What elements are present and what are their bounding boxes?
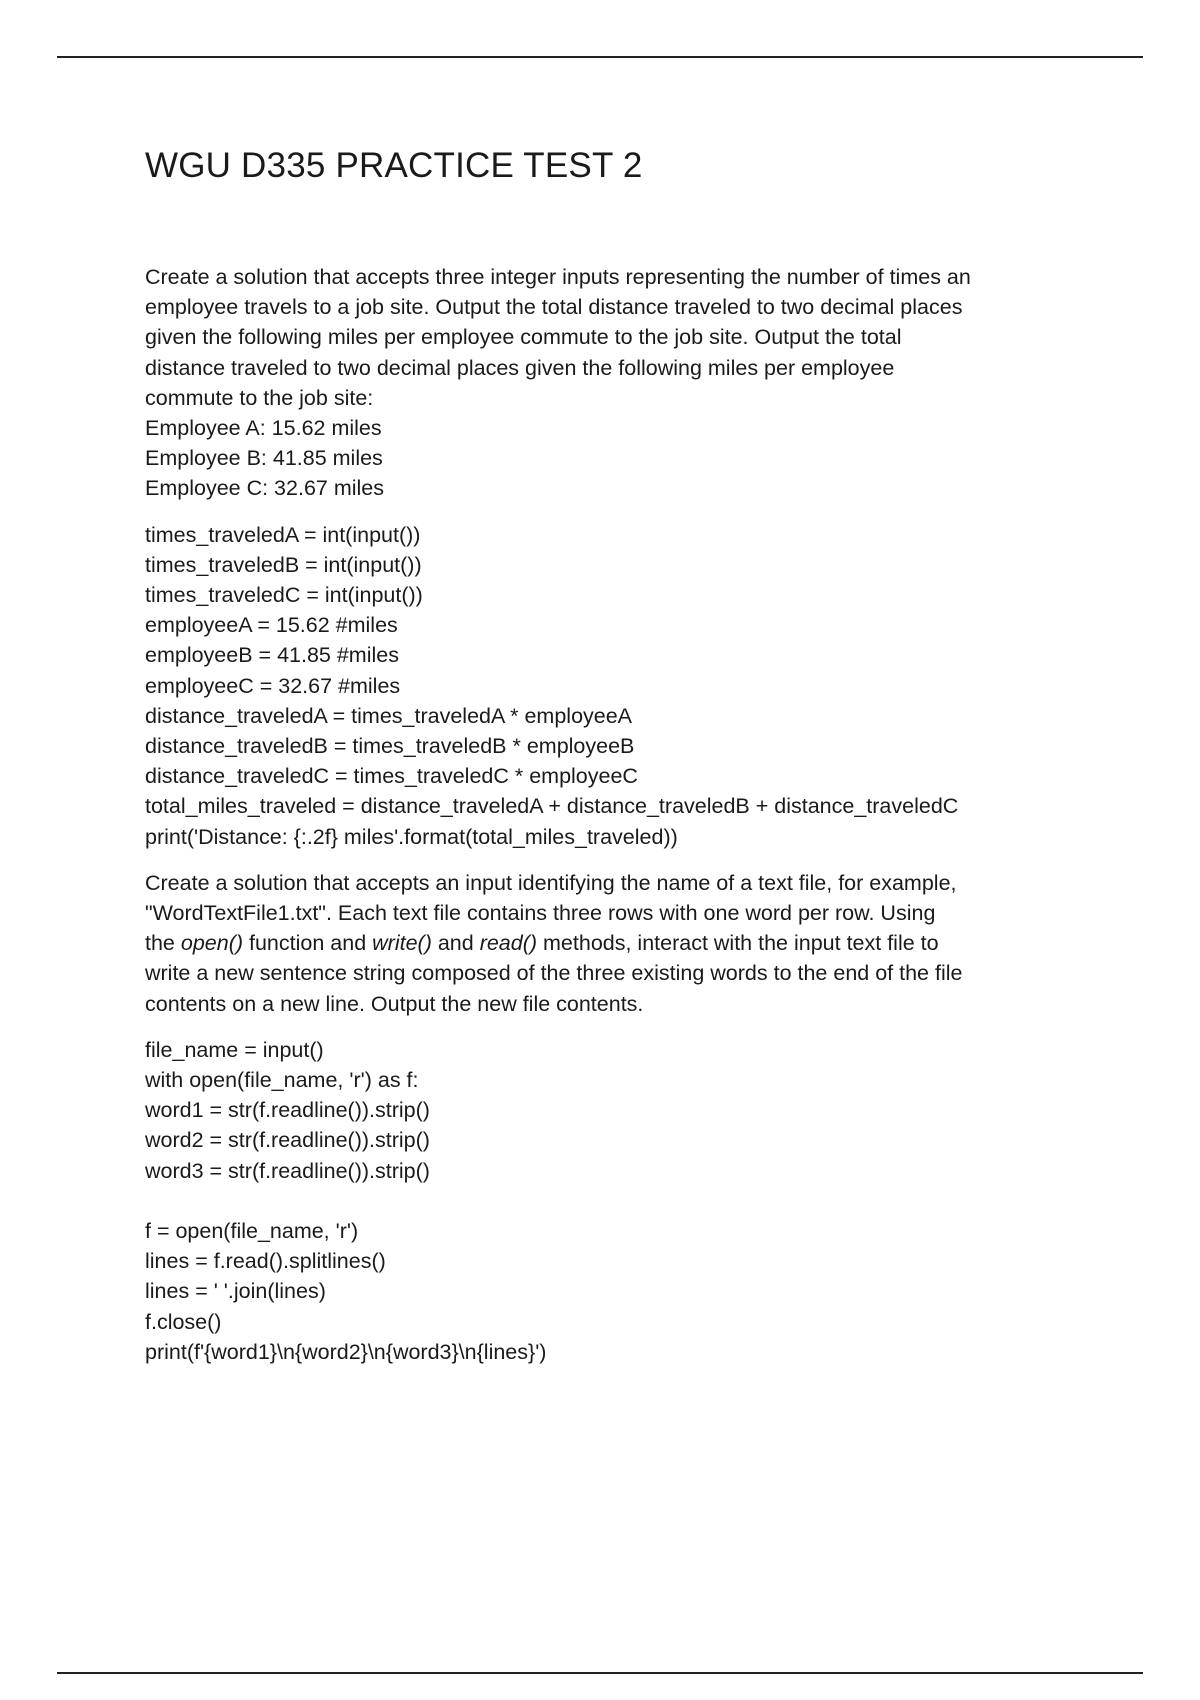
code-line: f.close() (145, 1309, 222, 1334)
code-line: times_traveledA = int(input()) (145, 522, 421, 547)
code-line: file_name = input() (145, 1037, 324, 1062)
code-line: print('Distance: {:.2f} miles'.format(total_miles_traveled)) (145, 824, 678, 849)
code-line: word2 = str(f.readline()).strip() (145, 1128, 430, 1153)
prompt-text: methods, interact with the input text file to (537, 931, 939, 956)
prompt-line: commute to the job site: (145, 385, 374, 410)
prompt-line: "WordTextFile1.txt". Each text file contains three rows with one word per row. Using (145, 901, 936, 926)
code-line: employeeA = 15.62 #miles (145, 613, 398, 638)
code-line: employeeB = 41.85 #miles (145, 643, 399, 668)
question-1-prompt (145, 262, 1085, 413)
code-line: distance_traveledA = times_traveledA * employeeA (145, 703, 633, 728)
prompt-line: contents on a new line. Output the new file contents. (145, 991, 644, 1016)
employee-item: Employee A: 15.62 miles (145, 416, 382, 441)
open-function-name: open() (180, 931, 244, 956)
code-line: times_traveledB = int(input()) (145, 552, 422, 577)
prompt-text: the (145, 931, 181, 956)
question-2-code-part-2 (145, 1216, 1085, 1367)
question-1 (145, 262, 1085, 852)
code-line: times_traveledC = int(input()) (145, 583, 423, 608)
code-line: print(f'{word1}\n{word2}\n{word3}\n{lines}') (145, 1339, 547, 1364)
code-line: with open(file_name, 'r') as f: (145, 1068, 419, 1093)
read-method-name: read() (479, 931, 538, 956)
question-2-code-part-1 (145, 1035, 1085, 1186)
top-rule (57, 56, 1143, 58)
code-line: word3 = str(f.readline()).strip() (145, 1158, 430, 1183)
code-line: lines = ' '.join(lines) (145, 1279, 326, 1304)
prompt-line: employee travels to a job site. Output the total distance traveled to two decimal places (145, 295, 963, 320)
prompt-line: write a new sentence string composed of the three existing words to the end of the file (145, 961, 963, 986)
code-line: lines = f.read().splitlines() (145, 1249, 386, 1274)
code-line: employeeC = 32.67 #miles (145, 673, 401, 698)
employee-item: Employee C: 32.67 miles (145, 476, 384, 501)
prompt-line: distance traveled to two decimal places given the following miles per employee (145, 355, 895, 380)
prompt-line: Create a solution that accepts an input identifying the name of a text file, for example, (145, 870, 957, 895)
employee-item: Employee B: 41.85 miles (145, 446, 383, 471)
question-2-prompt (145, 868, 1085, 1019)
page-title: WGU D335 PRACTICE TEST 2 (145, 146, 643, 185)
code-line: distance_traveledB = times_traveledB * employeeB (145, 734, 635, 759)
code-line: distance_traveledC = times_traveledC * employeeC (145, 764, 638, 789)
code-line: total_miles_traveled = distance_traveledA + distance_traveledB + distance_traveledC (145, 794, 959, 819)
write-method-name: write() (372, 931, 432, 956)
question-1-code (145, 520, 1085, 852)
question-2 (145, 868, 1085, 1367)
prompt-line: Create a solution that accepts three integer inputs representing the number of times an (145, 265, 971, 289)
prompt-text: and (431, 931, 480, 956)
document-body (145, 140, 1085, 1367)
code-line: f = open(file_name, 'r') (145, 1218, 359, 1243)
employee-list (145, 413, 1085, 504)
prompt-text: function and (243, 931, 373, 956)
bottom-rule (57, 1672, 1143, 1674)
code-line: word1 = str(f.readline()).strip() (145, 1098, 430, 1123)
prompt-line: given the following miles per employee commute to the job site. Output the total (145, 325, 902, 350)
prompt-line (145, 928, 1085, 958)
